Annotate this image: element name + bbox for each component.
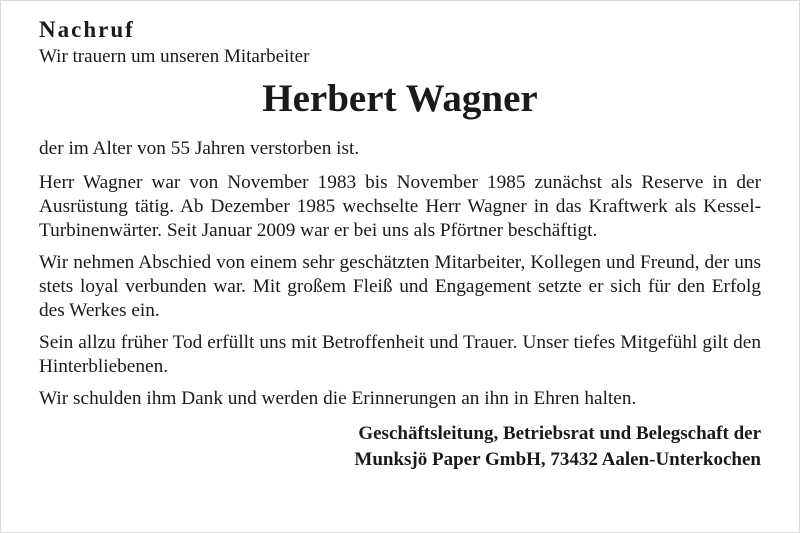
deceased-name: Herbert Wagner — [262, 77, 538, 120]
paragraph-farewell: Wir nehmen Abschied von einem sehr geschätzten Mitarbeiter, Kollegen und Freund, der uns stets loyal verbunden war. Mit großem Fleiß und Engagement setzte er sich für den Erfolg des Werkes ein. — [39, 252, 761, 321]
signature-block — [39, 421, 761, 473]
paragraph-condolence: Sein allzu früher Tod erfüllt uns mit Betroffenheit und Trauer. Unser tiefes Mitgefühl gilt den Hinterbliebenen. — [39, 332, 761, 377]
notice-intro: Wir trauern um unseren Mitarbeiter — [39, 46, 310, 67]
notice-heading: Nachruf — [39, 17, 135, 42]
signature-line-1: Geschäftsleitung, Betriebsrat und Belegschaft der — [358, 423, 761, 444]
paragraph-age: der im Alter von 55 Jahren verstorben ist. — [39, 138, 360, 159]
paragraph-career: Herr Wagner war von November 1983 bis November 1985 zunächst als Reserve in der Ausrüstung tätig. Ab Dezember 1985 wechselte Herr Wagner in das Kraftwerk als Kessel-Turbinenwärter. Seit Januar 2009 war er bei uns als Pförtner beschäftigt. — [39, 172, 761, 241]
paragraph-gratitude: Wir schulden ihm Dank und werden die Erinnerungen an ihn in Ehren halten. — [39, 388, 637, 409]
signature-line-2: Munksjö Paper GmbH, 73432 Aalen-Unterkochen — [354, 449, 761, 470]
